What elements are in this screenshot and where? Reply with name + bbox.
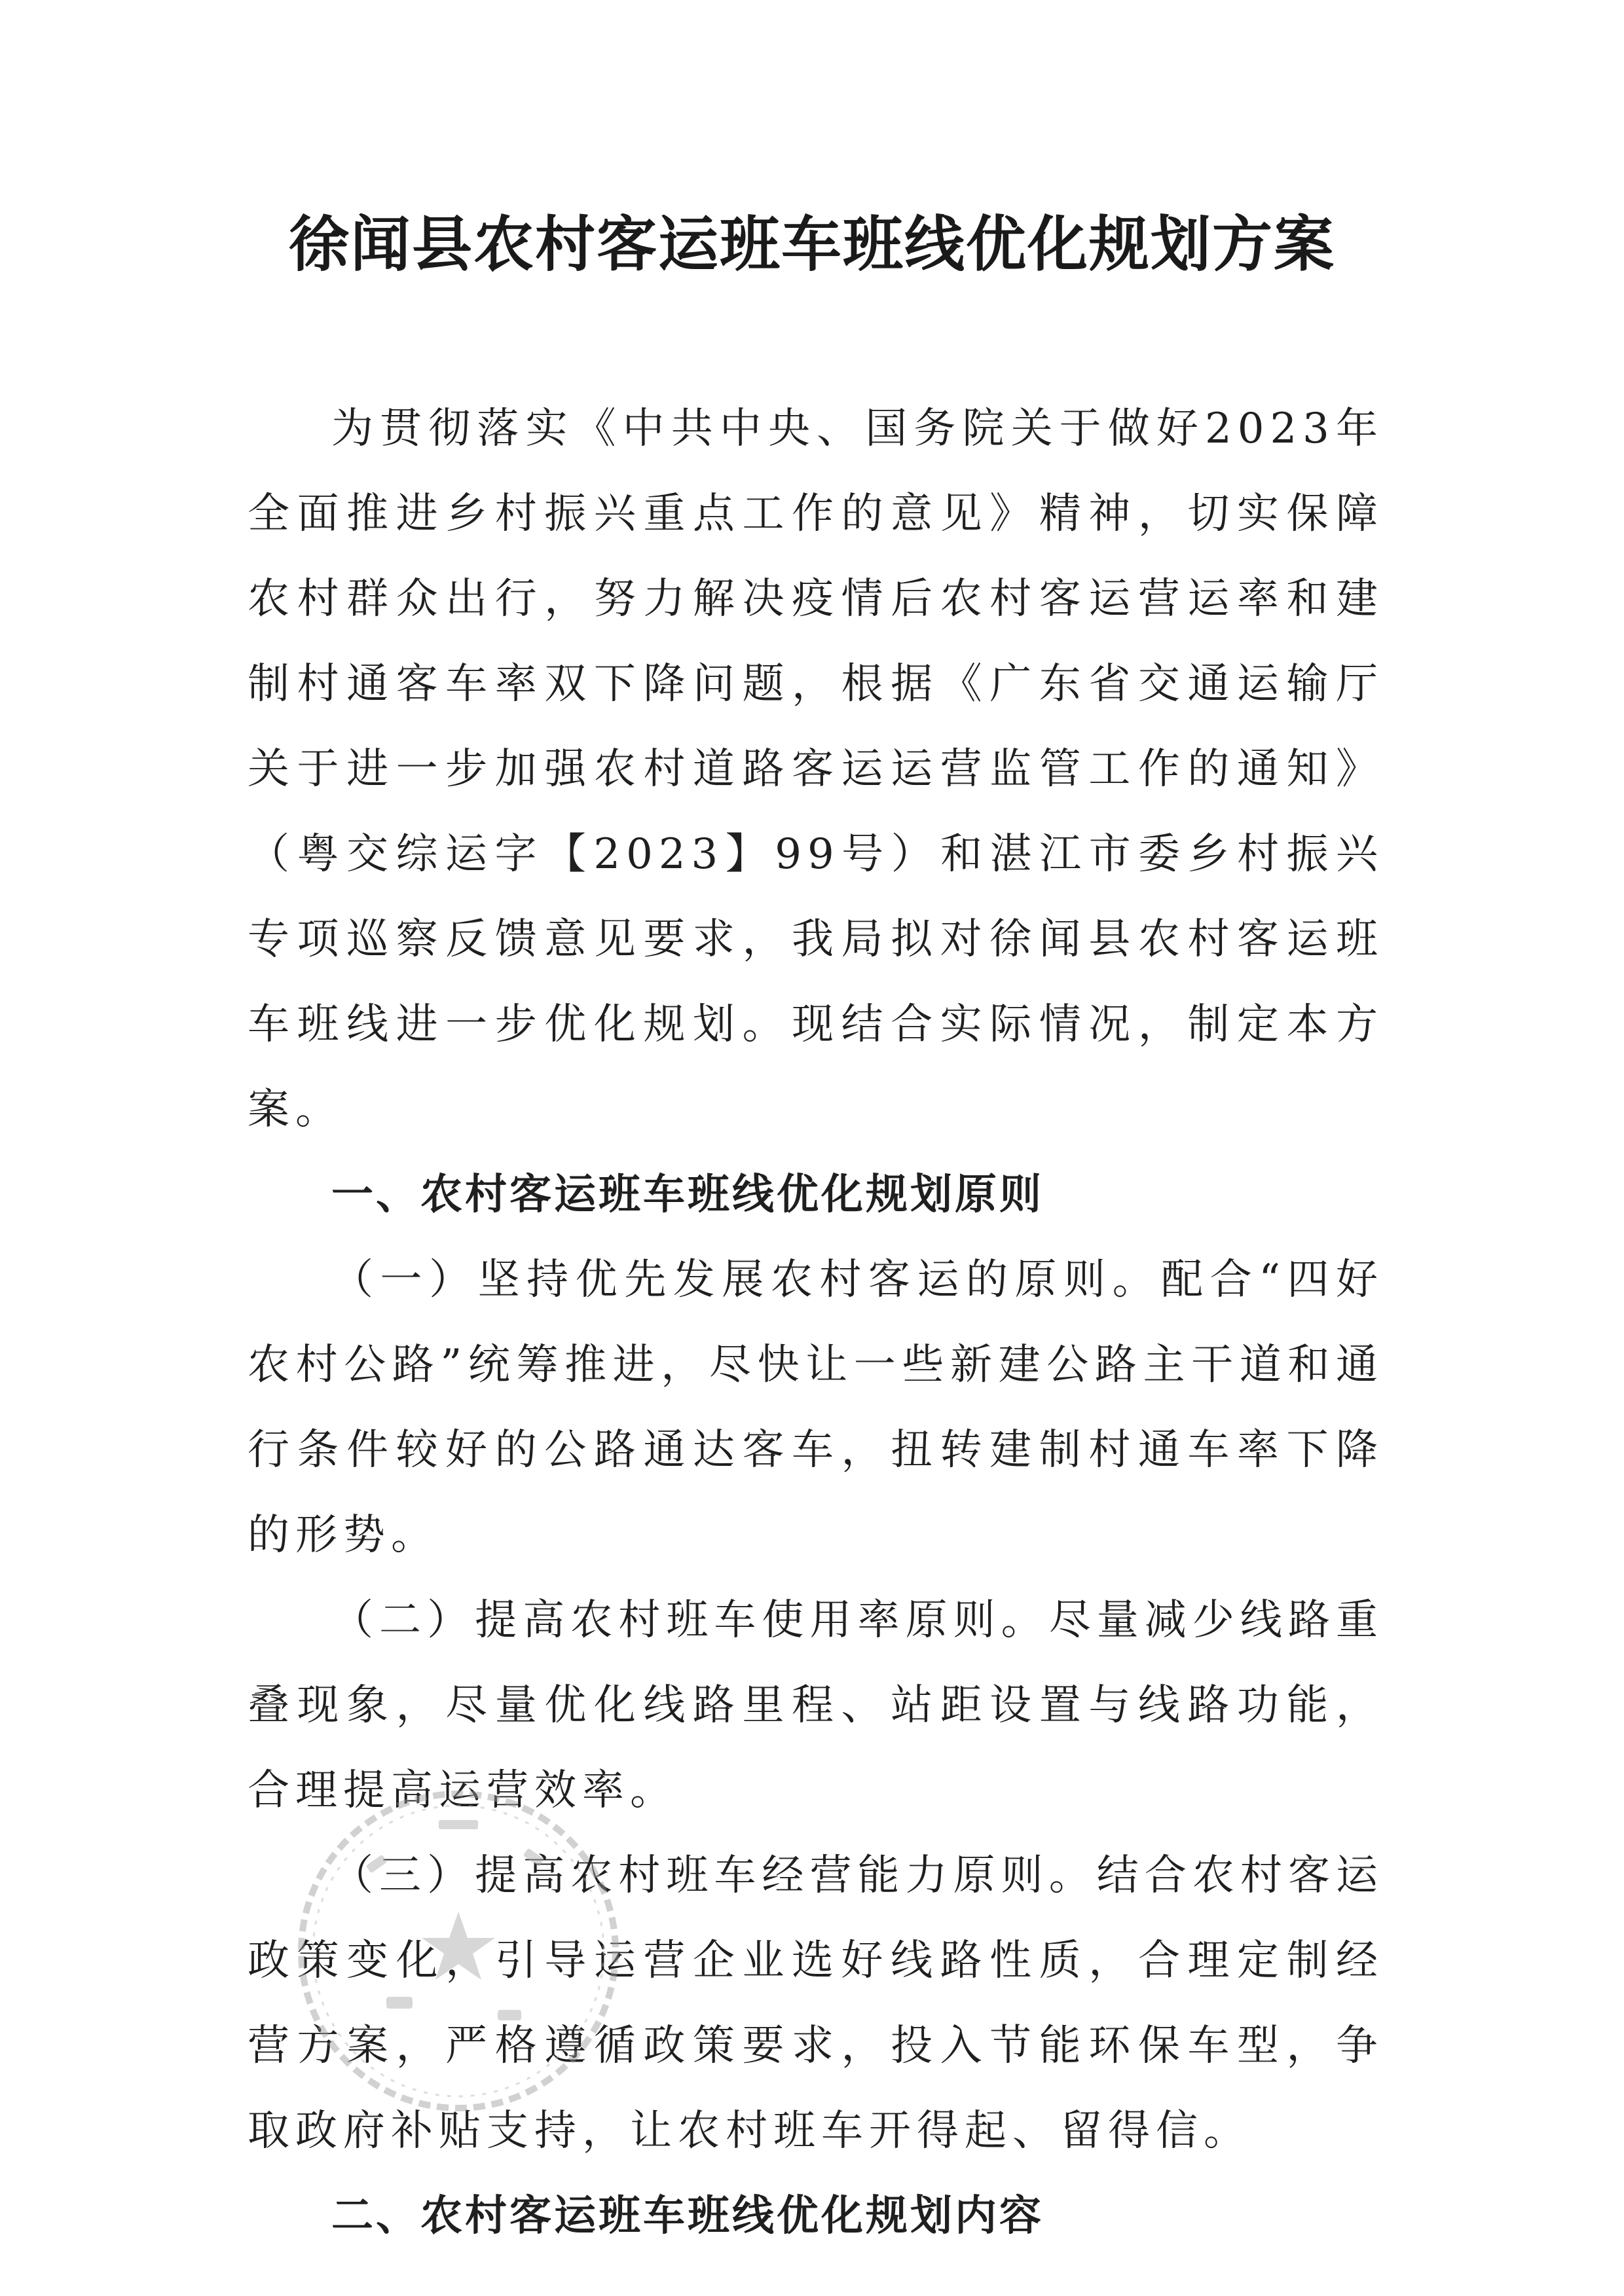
section-1-item-3: （三）提高农村班车经营能力原则。结合农村客运政策变化，引导运营企业选好线路性质，合理定制经营方案，严格遵循政策要求，投入节能环保车型，争取政府补贴支持，让农村班车开得起、留得信。 [248, 1851, 1384, 2155]
section-2-heading: 二、农村客运班车班线优化规划内容 [331, 2192, 1044, 2240]
section-1-heading: 一、农村客运班车班线优化规划原则 [331, 1171, 1044, 1219]
section-1-item-2: （二）提高农村班车使用率原则。尽量减少线路重叠现象，尽量优化线路里程、站距设置与线路功能，合理提高运营效率。 [248, 1596, 1384, 1815]
document-title: 徐闻县农村客运班车班线优化规划方案 [288, 210, 1335, 280]
official-seal-icon [288, 1781, 629, 2121]
section-1-item-1: （一）坚持优先发展农村客运的原则。配合“四好农村公路”统筹推进，尽快让一些新建公路主干道和通行条件较好的公路通达客车，扭转建制村通车率下降的形势。 [248, 1256, 1384, 1559]
intro-paragraph: 为贯彻落实《中共中央、国务院关于做好2023年全面推进乡村振兴重点工作的意见》精神，切实保障农村群众出行，努力解决疫情后农村客运营运率和建制村通客车率双下降问题，根据《广东省交通运输厅关于进一步加强农村道路客运运营监管工作的通知》（粤交综运字【2023】99号）和湛江市委乡村振兴专项巡察反馈意见要求，我局拟对徐闻县农村客运班车班线进一步优化规划。现结合实际情况，制定本方案。 [248, 405, 1384, 1134]
